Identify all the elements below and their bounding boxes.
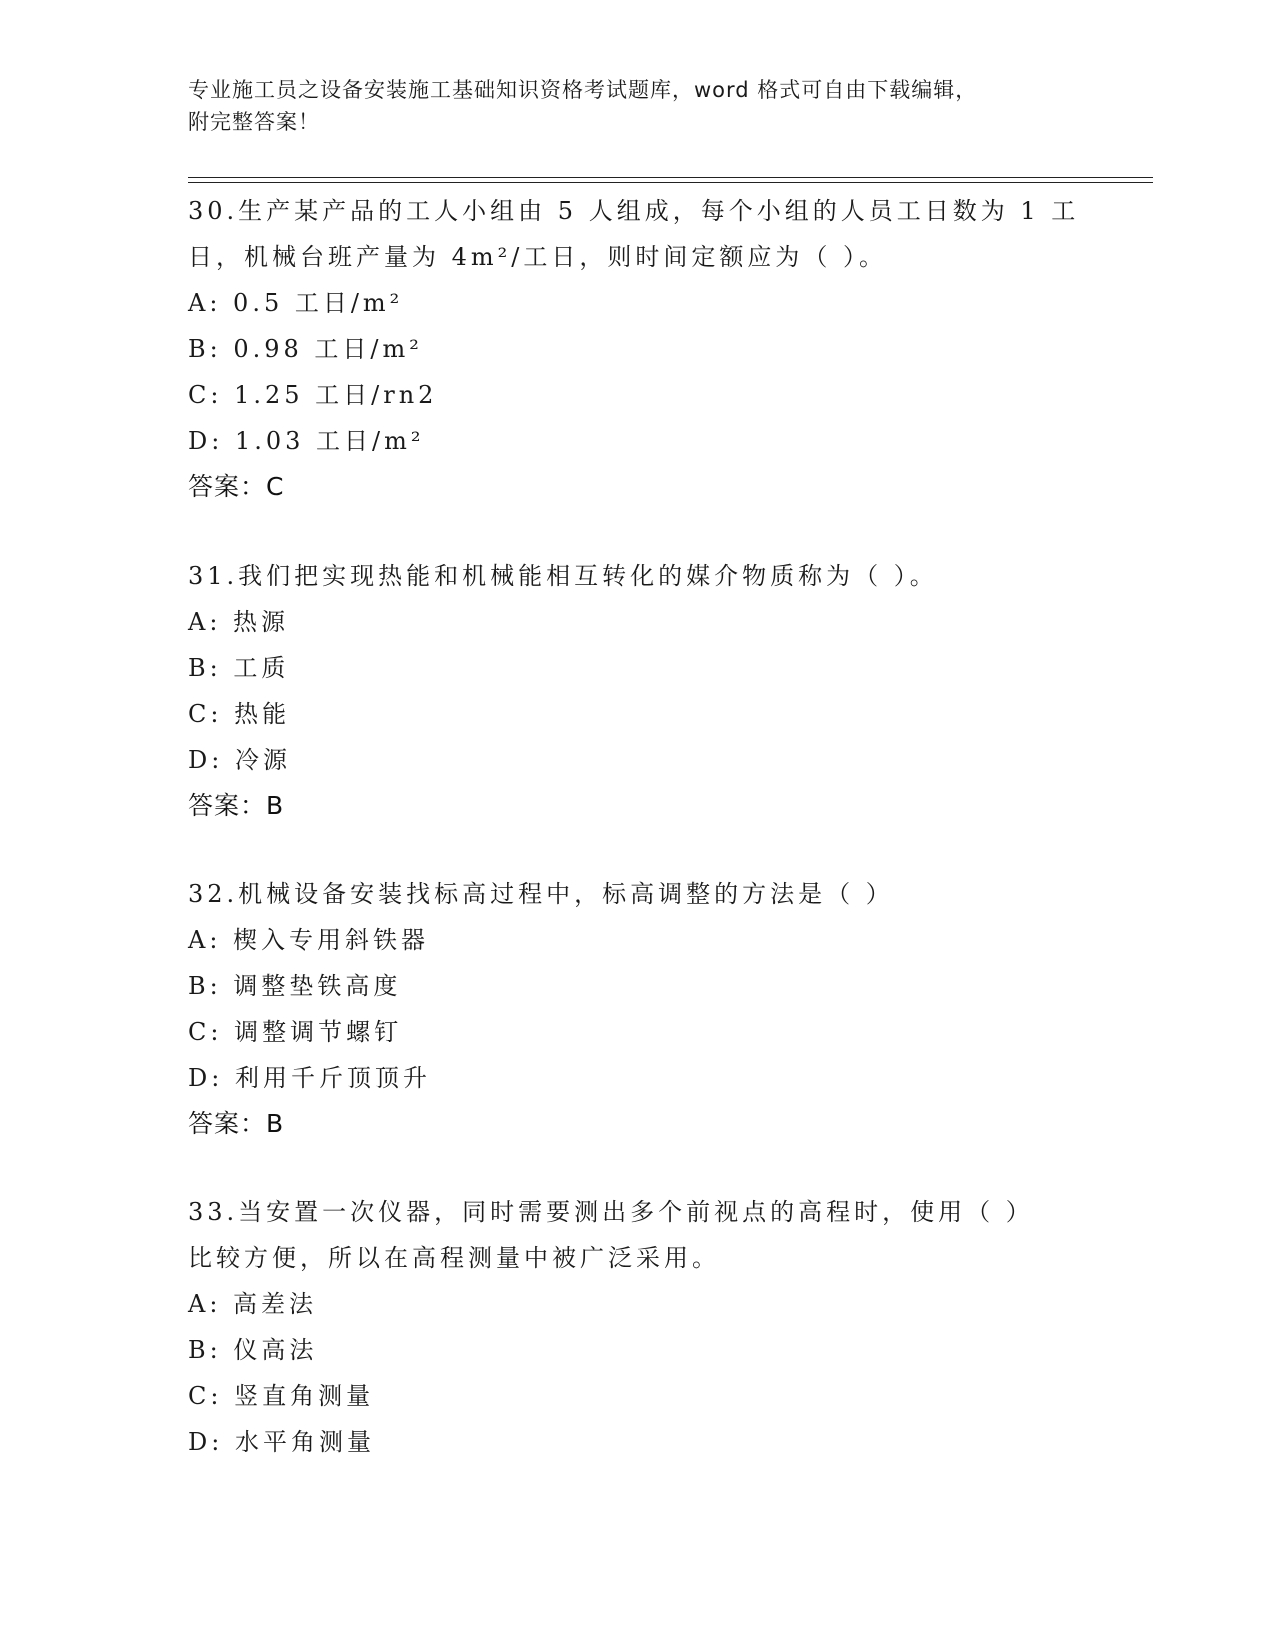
header-line-1: 专业施工员之设备安装施工基础知识资格考试题库，word 格式可自由下载编辑， — [188, 78, 978, 102]
option-c: C: 热能 — [188, 700, 291, 728]
header-divider-top — [188, 177, 1153, 178]
question-stem-continued: 日，机械台班产量为 4m²/工日，则时间定额应为（ ）。 — [188, 243, 887, 271]
option-a: A: 高差法 — [188, 1290, 318, 1318]
option-a: A: 热源 — [188, 608, 290, 636]
option-d: D: 利用千斤顶顶升 — [188, 1064, 431, 1092]
question-stem: 32.机械设备安装找标高过程中，标高调整的方法是（ ） — [188, 880, 894, 908]
option-d: D: 冷源 — [188, 746, 291, 774]
option-b: B: 仪高法 — [188, 1336, 318, 1364]
question-stem: 33.当安置一次仪器，同时需要测出多个前视点的高程时，使用（ ） — [188, 1198, 1034, 1226]
question-33 — [188, 1189, 1088, 1465]
document-header — [188, 74, 1088, 138]
option-b: B: 0.98 工日/m² — [188, 335, 423, 363]
option-c: C: 竖直角测量 — [188, 1382, 375, 1410]
answer-label: 答案：B — [188, 1109, 285, 1138]
question-32 — [188, 871, 1088, 1147]
answer-label: 答案：B — [188, 791, 285, 820]
question-stem: 31.我们把实现热能和机械能相互转化的媒介物质称为（ ）。 — [188, 562, 938, 590]
option-d: D: 水平角测量 — [188, 1428, 375, 1456]
option-c: C: 调整调节螺钉 — [188, 1018, 403, 1046]
header-line-2: 附完整答案！ — [188, 110, 320, 134]
question-stem: 30.生产某产品的工人小组由 5 人组成，每个小组的人员工日数为 1 工 — [188, 197, 1080, 225]
option-a: A: 0.5 工日/m² — [188, 289, 404, 317]
answer-label: 答案：C — [188, 472, 285, 501]
option-b: B: 调整垫铁高度 — [188, 972, 402, 1000]
question-stem-continued: 比较方便，所以在高程测量中被广泛采用。 — [188, 1244, 720, 1272]
question-31 — [188, 553, 1088, 829]
option-d: D: 1.03 工日/m² — [188, 427, 425, 455]
option-c: C: 1.25 工日/rn2 — [188, 381, 438, 409]
question-30 — [188, 188, 1088, 510]
header-divider-bottom — [188, 182, 1153, 183]
option-a: A: 楔入专用斜铁器 — [188, 926, 430, 954]
option-b: B: 工质 — [188, 654, 290, 682]
